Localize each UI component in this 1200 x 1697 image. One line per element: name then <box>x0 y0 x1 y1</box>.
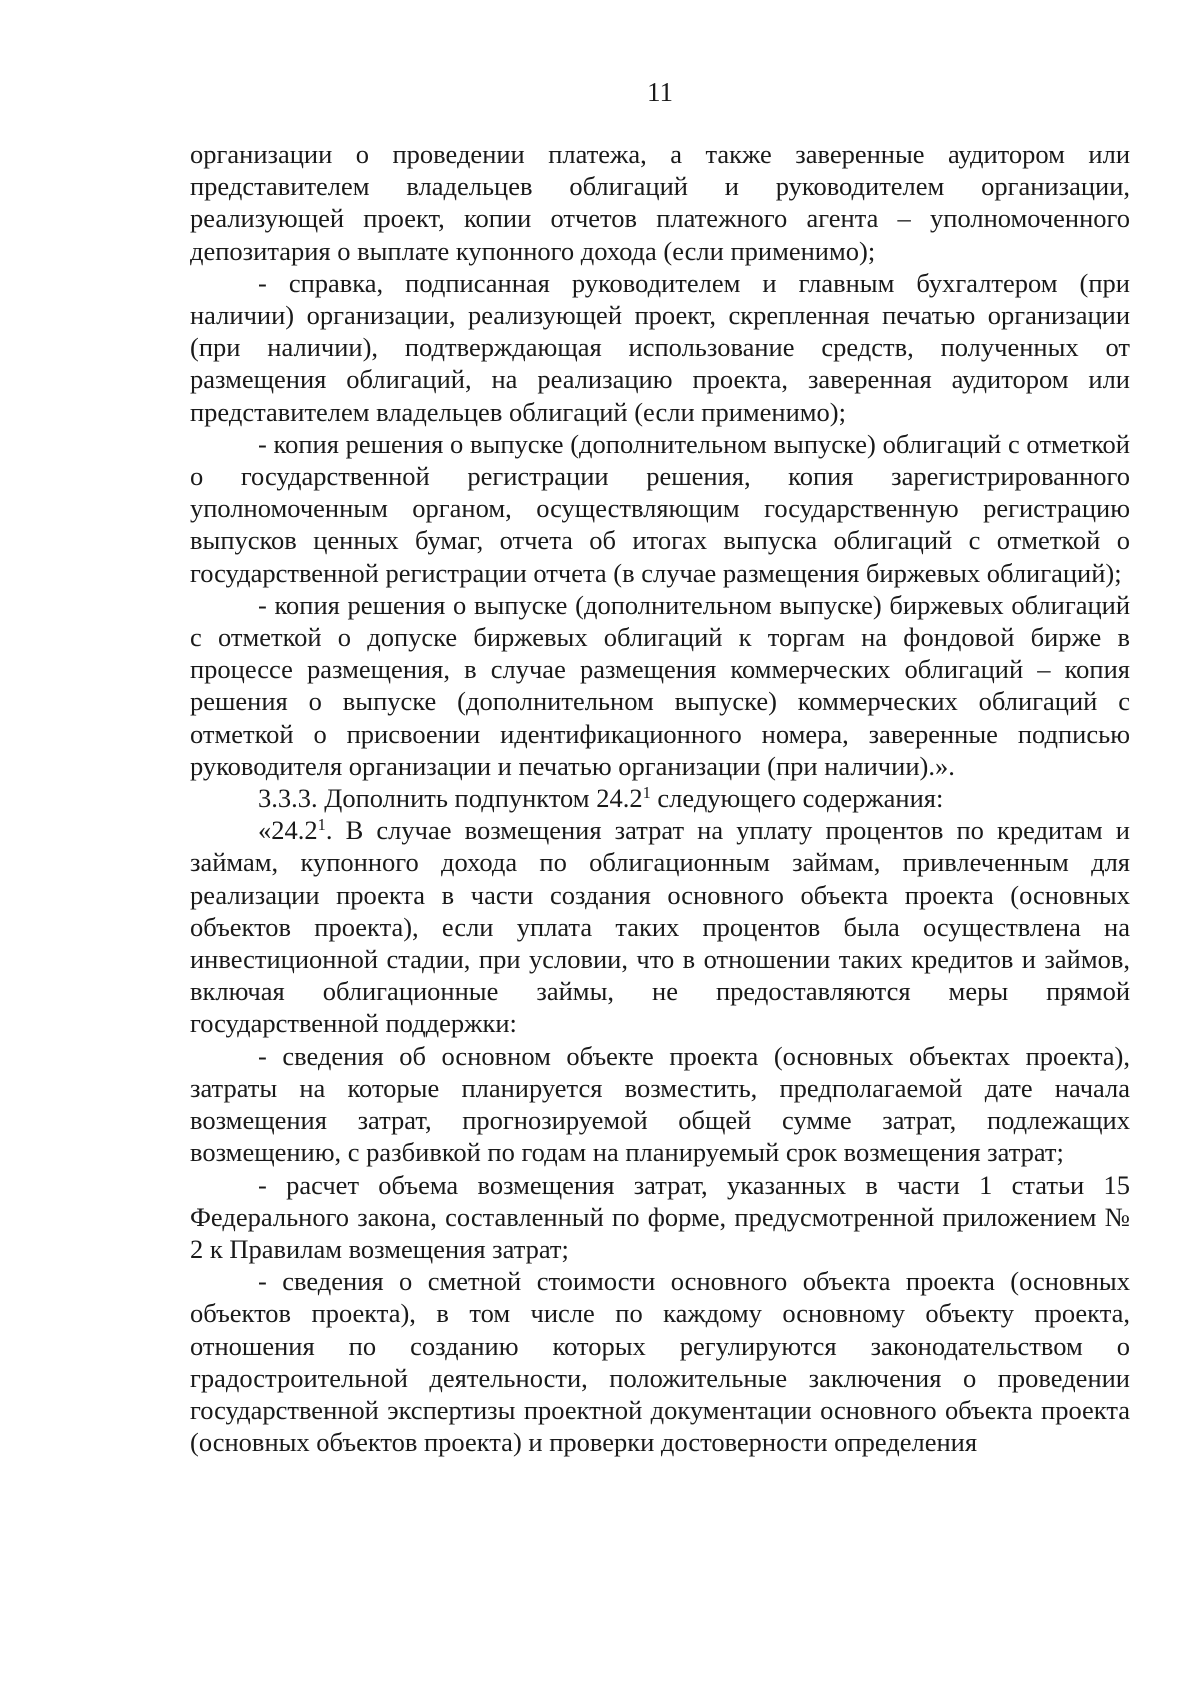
paragraph-object-info: - сведения об основном объекте проекта (основных объектах проекта), затраты на которые планируется возместить, предполагаемой дате начала возмещения затрат, прогнозируемой общей сумме затрат, подлежащих возмещению, с разбивкой по годам на планируемый срок возмещения затрат; <box>190 1040 1130 1168</box>
document-body <box>190 138 1130 1458</box>
paragraph-reimbursement-calc: - расчет объема возмещения затрат, указанных в части 1 статьи 15 Федерального закона, составленный по форме, предусмотренной приложением № 2 к Правилам возмещения затрат; <box>190 1169 1130 1264</box>
item-3-3-3-text: 3.3.3. Дополнить подпунктом 24.2 <box>258 783 643 814</box>
paragraph-estimated-cost: - сведения о сметной стоимости основного объекта проекта (основных объектов проекта), в том числе по каждому основному объекту проекта, отношения по созданию которых регулируются законодательством о градостроительной деятельности, положительные заключения о проведении государственной экспертизы проектной документации основного объекта проекта (основных объектов проекта) и проверки достоверности определения <box>190 1266 1130 1458</box>
paragraph-bond-issue-decision: - копия решения о выпуске (дополнительном выпуске) облигаций с отметкой о государственной регистрации решения, копия зарегистрированного уполномоченным органом, осуществляющим государственную регистрацию выпусков ценных бумаг, отчета об итогах выпуска облигаций с отметкой о государственной регистрации отчета (в случае размещения биржевых облигаций); <box>190 428 1130 588</box>
paragraph-exchange-bonds: - копия решения о выпуске (дополнительном выпуске) биржевых облигаций с отметкой о допуске биржевых облигаций к торгам на фондовой бирже в процессе размещения, в случае размещения коммерческих облигаций – копия решения о выпуске (дополнительном выпуске) коммерческих облигаций с отметкой о присвоении идентификационного номера, заверенные подписью руководителя организации и печатью организации (при наличии).». <box>190 589 1130 781</box>
superscript-marker: 1 <box>317 815 326 835</box>
paragraph-item-3-3-3 <box>190 782 1130 814</box>
subitem-24-2-1-head: «24.2 <box>258 815 318 846</box>
paragraph-continuation: организации о проведении платежа, а также заверенные аудитором или представителем владельцев облигаций и руководителем организации, реализующей проект, копии отчетов платежного агента – уполномоченного депозитария о выплате купонного дохода (если применимо); <box>190 139 1130 266</box>
superscript-marker: 1 <box>642 783 651 803</box>
paragraph-certificate: - справка, подписанная руководителем и главным бухгалтером (при наличии) организации, реализующей проект, скрепленная печатью организации (при наличии), подтверждающая использование средств, полученных от размещения облигаций, на реализацию проекта, заверенная аудитором или представителем владельцев облигаций (если применимо); <box>190 267 1130 427</box>
page-number: 11 <box>647 77 673 107</box>
item-3-3-3-tail: следующего содержания: <box>650 783 944 814</box>
subitem-24-2-1-text: . В случае возмещения затрат на уплату процентов по кредитам и займам, купонного дохода по облигационным займам, привлеченным для реализации проекта в части создания основного объекта проекта (основных объектов проекта), если уплата таких процентов была осуществлена на инвестиционной стадии, при условии, что в отношении таких кредитов и займов, включая облигационные займы, не предоставляются меры прямой государственной поддержки: <box>190 815 1130 1039</box>
paragraph-subitem-24-2-1 <box>190 814 1130 1039</box>
